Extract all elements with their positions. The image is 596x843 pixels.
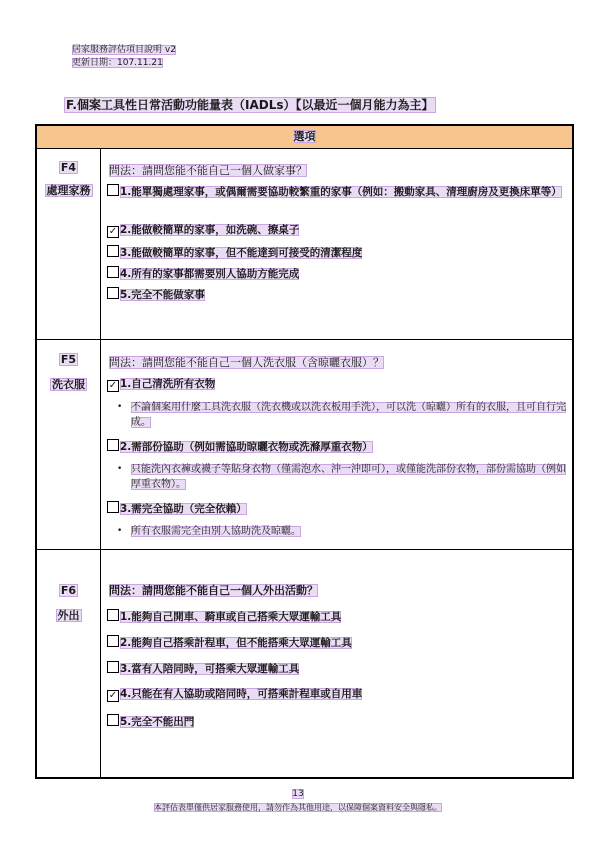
checkbox[interactable]	[107, 439, 119, 451]
option-f4-1[interactable]: 1.能單獨處理家事，或偶爾需要協助較繁重的家事（例如：搬動家具、清理廚房及更換床單等）	[107, 184, 569, 200]
checkbox[interactable]	[107, 635, 119, 647]
section-title: F.個案工具性日常活動功能量表（IADLs）【以最近一個月能力為主】	[66, 98, 434, 112]
option-f6-3[interactable]: 3.當有人陪同時，可搭乘大眾運輸工具	[107, 661, 569, 677]
question-f4: 問法：請問您能不能自己一個人做家事？	[109, 164, 307, 177]
doc-update-date: 更新日期：107.11.21	[72, 58, 163, 68]
note-f5-1: • 不論個案用什麼工具洗衣服（洗衣機或以洗衣板用手洗），可以洗（晾曬）所有的衣服，且可自行完成。	[117, 402, 566, 428]
bullet-icon: •	[117, 526, 123, 536]
note-f5-3: • 所有衣服需完全由別人協助洗及晾曬。	[117, 526, 301, 537]
table-header: 選項	[37, 126, 572, 149]
option-f6-2[interactable]: 2.能夠自己搭乘計程車，但不能搭乘大眾運輸工具	[107, 635, 569, 651]
question-f5: 問法：請問您能不能自己一個人洗衣服（含晾曬衣服）？	[109, 356, 384, 369]
checkbox-checked[interactable]: ✓	[108, 690, 118, 701]
checkbox[interactable]	[107, 266, 119, 278]
option-f5-2[interactable]: 2.需部份協助（例如需協助晾曬衣物或洗滌厚重衣物）	[107, 439, 569, 455]
option-f6-5[interactable]: 5.完全不能出門	[107, 714, 569, 730]
iadl-form-table	[35, 124, 574, 779]
checkbox[interactable]	[107, 184, 119, 196]
option-f4-3[interactable]: 3.能做較簡單的家事，但不能達到可接受的清潔程度	[107, 245, 569, 261]
checkbox-checked[interactable]: ✓	[108, 380, 118, 391]
footer-note: 本評估表單僅供居家服務使用，請勿作為其他用途，以保障個案資料安全與隱私。	[154, 803, 442, 812]
note-f5-2: • 只能洗內衣褲或襪子等貼身衣物（僅需泡水、沖一沖即可），或僅能洗部份衣物，部份需協助（例如厚重衣物）。	[117, 464, 566, 490]
item-code-f5: F5	[60, 353, 77, 366]
item-name-f6: 外出	[57, 609, 80, 622]
item-name-f5: 洗衣服	[52, 378, 85, 391]
item-code-f4: F4	[60, 161, 77, 174]
checkbox[interactable]	[107, 287, 119, 299]
question-f6: 問法：請問您能不能自己一個人外出活動？	[109, 584, 318, 597]
option-f5-1[interactable]: ✓ 1.自己清洗所有衣物	[108, 378, 216, 391]
checkbox[interactable]	[107, 609, 119, 621]
option-f5-3[interactable]: 3.需完全協助（完全依賴）	[107, 501, 569, 517]
bullet-icon: •	[117, 464, 123, 474]
checkbox[interactable]	[107, 245, 119, 257]
option-f4-5[interactable]: 5.完全不能做家事	[107, 287, 569, 303]
option-f6-1[interactable]: 1.能夠自己開車、騎車或自己搭乘大眾運輸工具	[107, 609, 569, 625]
checkbox[interactable]	[107, 714, 119, 726]
checkbox[interactable]	[107, 501, 119, 513]
option-f6-4[interactable]: ✓ 4.只能在有人協助或陪同時，可搭乘計程車或自用車	[108, 688, 363, 701]
item-code-f6: F6	[60, 584, 77, 597]
doc-version-label: 居家服務評估項目說明 v2	[72, 45, 176, 55]
option-f4-4[interactable]: 4.所有的家事都需要別人協助方能完成	[107, 266, 569, 282]
page-number: 13	[292, 789, 304, 799]
checkbox[interactable]	[107, 661, 119, 673]
option-f4-2[interactable]: ✓ 2.能做較簡單的家事，如洗碗、擦桌子	[108, 224, 300, 237]
checkbox-checked[interactable]: ✓	[108, 226, 118, 237]
item-name-f4: 處理家務	[46, 184, 91, 197]
bullet-icon: •	[117, 402, 123, 412]
